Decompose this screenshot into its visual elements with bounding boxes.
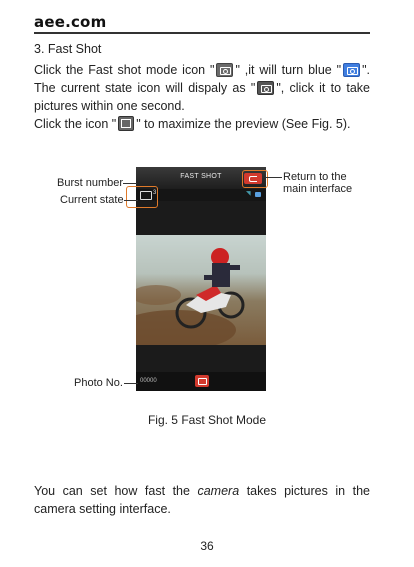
shutter-icon [195,375,209,387]
screen-title: FAST SHOT [180,173,222,180]
brand-header: aee.com [34,13,107,31]
burst-highlight [126,186,158,208]
paragraph-fast-shot-intro [34,61,370,115]
text-run: ". [362,63,370,77]
callout-line [124,383,138,384]
camera-icon-gray [216,63,233,77]
text-run: You can set how fast the [34,484,198,498]
burst-count: 3 [153,190,157,196]
figure-caption: Fig. 5 Fast Shot Mode [147,413,267,427]
return-highlight [242,170,268,188]
callout-current-state: Current state [60,194,124,206]
motocross-photo [136,235,266,345]
photo-illustration [136,235,266,345]
text-emphasis: camera [197,484,240,498]
callout-line [266,177,282,178]
text-run: ", click it to take pictures within one second. [34,81,370,113]
paragraph-settings [34,482,370,518]
camera-icon-blue [343,63,360,77]
paragraph-maximize [34,115,370,133]
camera-icon-state [257,81,274,95]
text-run: Click the Fast shot mode icon " [34,63,215,77]
text-run: " ,it will turn blue " [235,63,342,77]
photo-number: 00000 [140,378,157,384]
callout-burst-number: Burst number [57,177,124,189]
header-rule [34,32,370,34]
phone-bottom-bar [136,372,266,391]
maximize-icon [118,116,134,131]
text-run: " to maximize the preview (See Fig. 5). [136,117,351,131]
section-title: 3. Fast Shot [34,42,102,56]
wifi-icon: ◥ [246,191,251,197]
callout-photo-no: Photo No. [74,377,123,389]
page-number: 36 [200,539,214,553]
text-run: Click the icon " [34,117,117,131]
callout-return: Return to the main interface [283,171,353,195]
camera-mini-icon [255,192,261,197]
callout-line [123,183,137,184]
text-run: takes pictures in the camera setting interface. [34,484,370,516]
text-run: The current state icon will dispaly as " [34,81,256,95]
callout-line [124,200,138,201]
